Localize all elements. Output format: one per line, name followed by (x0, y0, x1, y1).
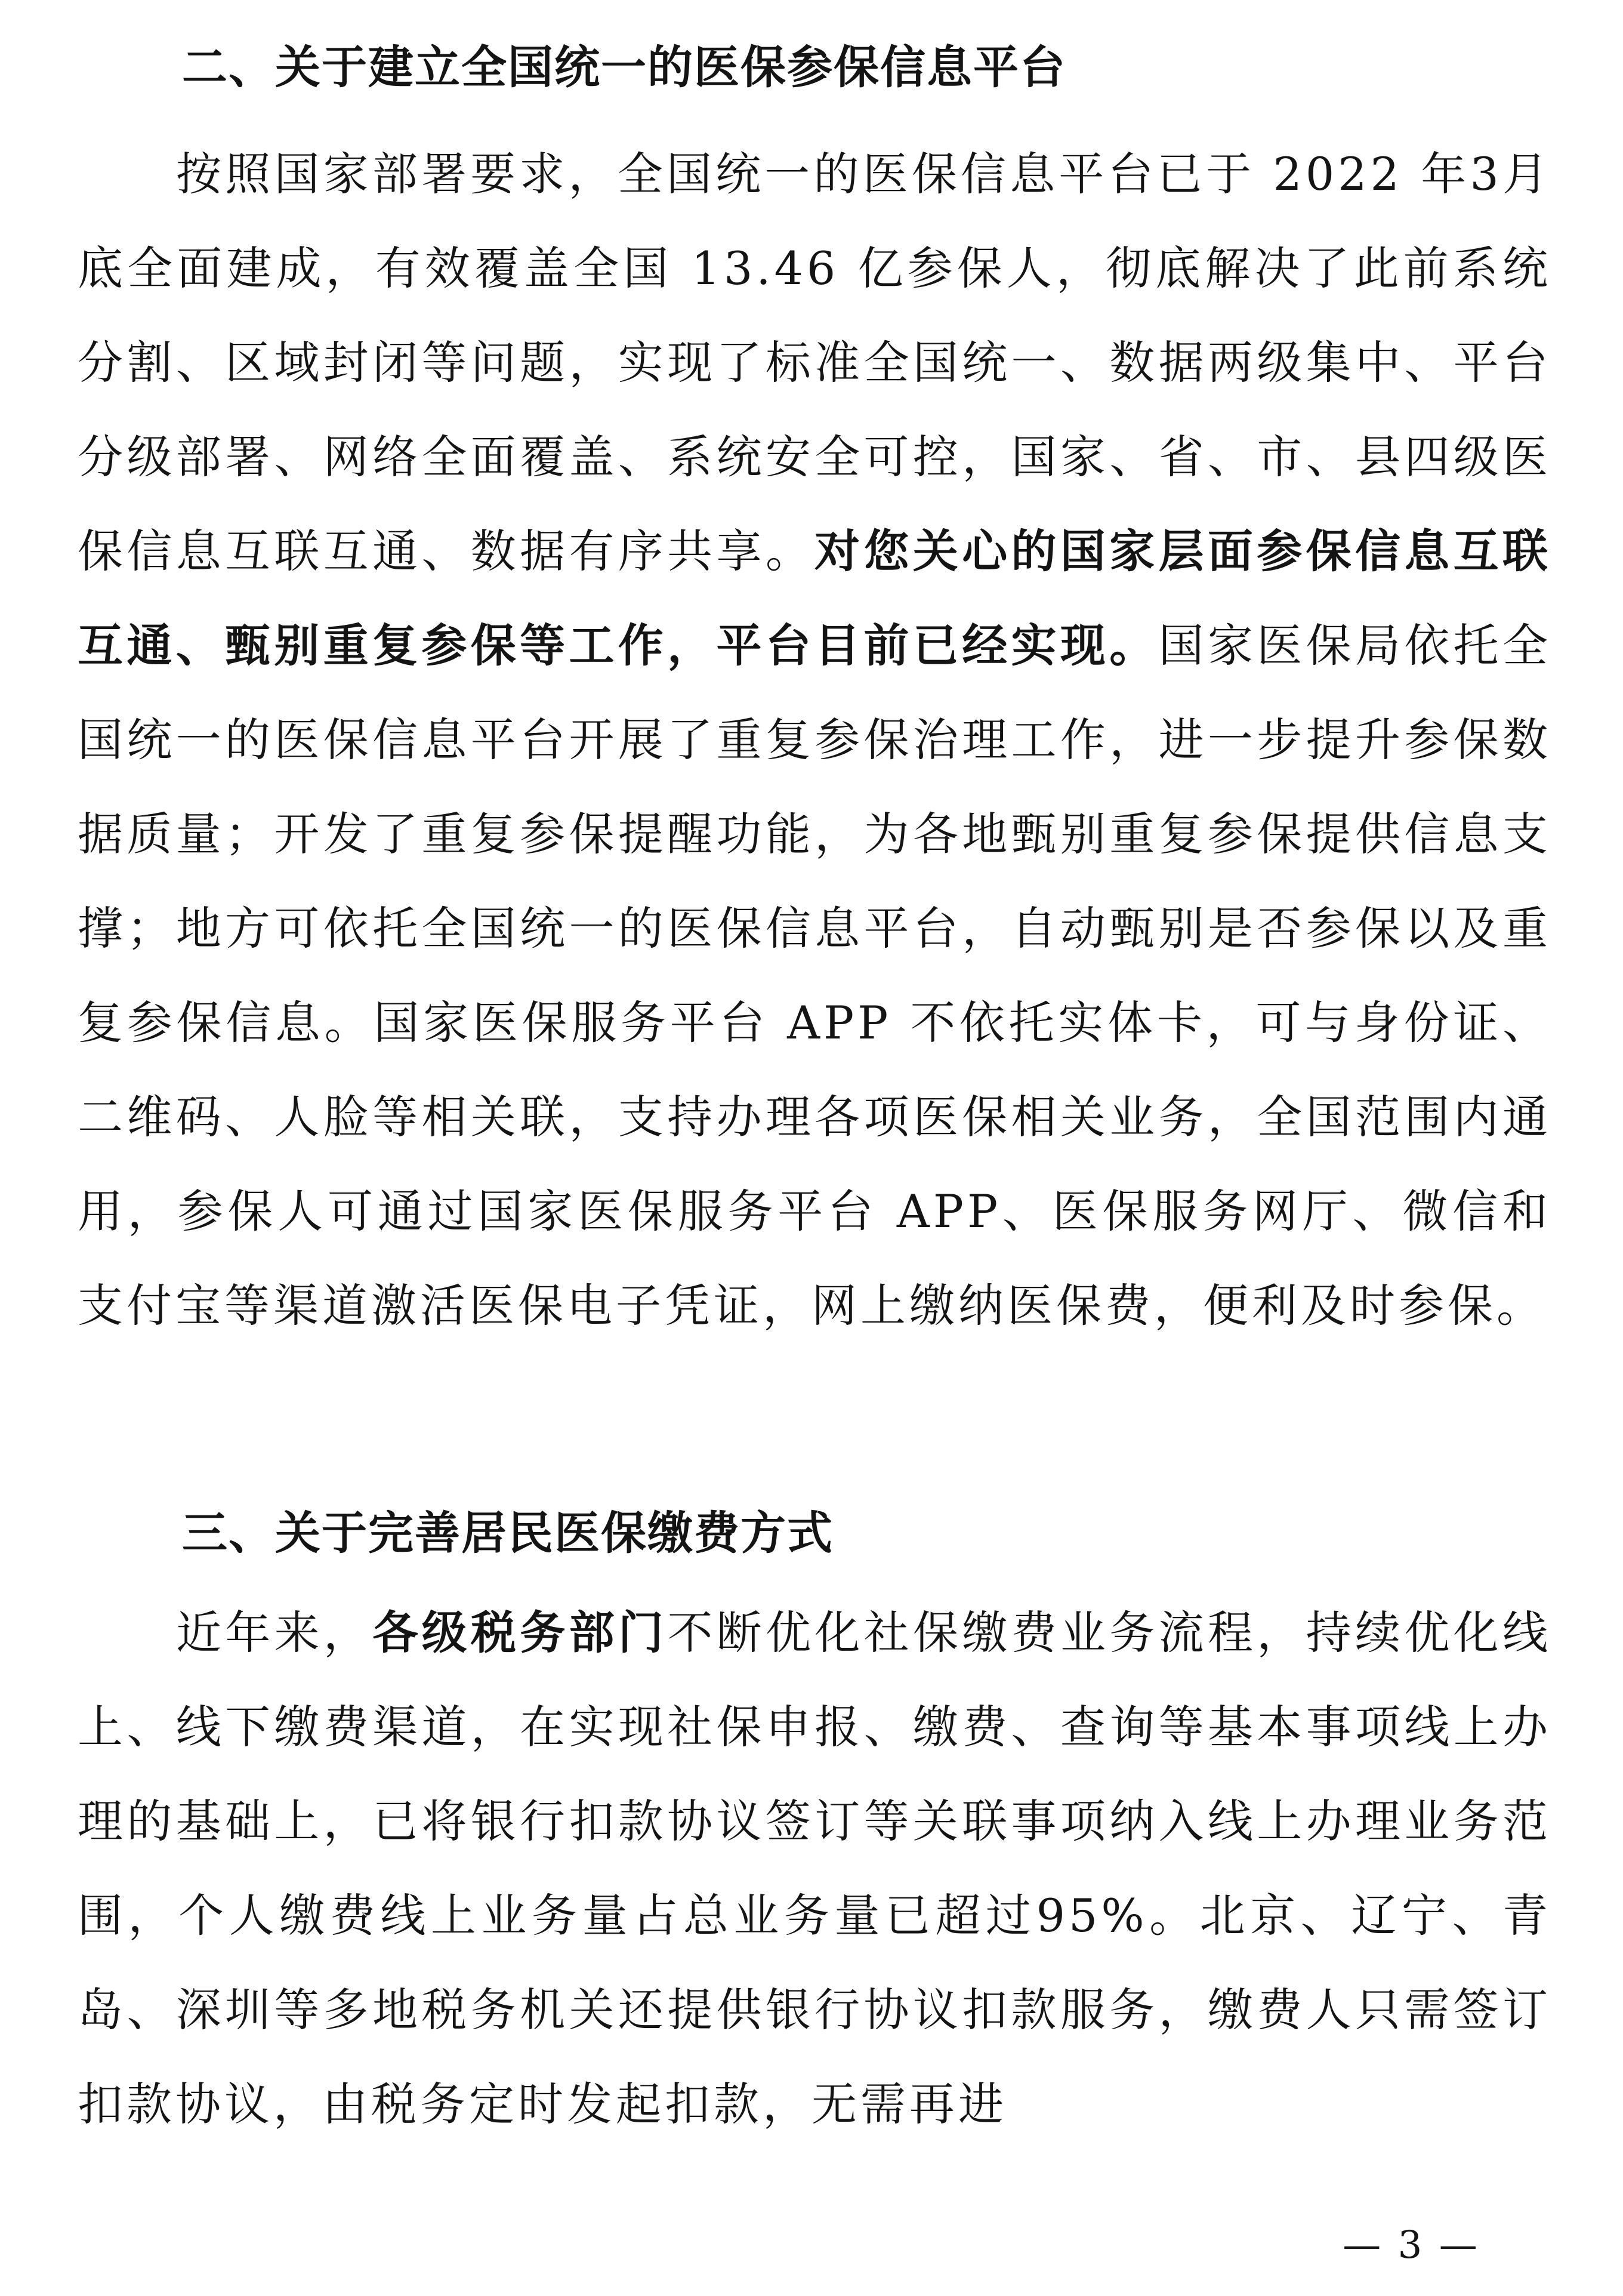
section-heading-2: 二、关于建立全国统一的医保参保信息平台 (182, 41, 1066, 94)
paragraph-platform-bold: 对您关心的国家层面参保信息互联互通、甄别重复参保等工作，平台目前已经实现。 (78, 525, 1551, 672)
paragraph-payment-text-b: 不断优化社保缴费业务流程，持续优化线上、线下缴费渠道，在实现社保申报、缴费、查询等基本事项线上办理的基础上，已将银行扣款协议签订等关联事项纳入线上办理业务范围，个人缴费线上业务量占总业务量已超过95%。北京、辽宁、青岛、深圳等多地税务机关还提供银行协议扣款服务，缴费人只需签订扣款协议，由税务定时发起扣款，无需再进 (78, 1606, 1552, 2131)
paragraph-platform-text-b: 国家医保局依托全国统一的医保信息平台开展了重复参保治理工作，进一步提升参保数据质量；开发了重复参保提醒功能，为各地甄别重复参保提供信息支撑；地方可依托全国统一的医保信息平台，自动甄别是否参保以及重复参保信息。国家医保服务平台 APP 不依托实体卡，可与身份证、二维码、人脸等相关联，支持办理各项医保相关业务，全国范围内通用，参保人可通过国家医保服务平台 APP、医保服务网厅、微信和支付宝等渠道激活医保电子凭证，网上缴纳医保费，便利及时参保。 (78, 619, 1552, 1332)
paragraph-payment (78, 1586, 1551, 2152)
paragraph-platform-text-a: 按照国家部署要求，全国统一的医保信息平台已于 2022 年3月底全面建成，有效覆盖全国 13.46 亿参保人，彻底解决了此前系统分割、区域封闭等问题，实现了标准全国统一、数据两级集中、平台分级部署、网络全面覆盖、系统安全可控，国家、省、市、县四级医保信息互联互通、数据有序共享。 (78, 147, 1551, 578)
section-heading-3: 三、关于完善居民医保缴费方式 (182, 1506, 834, 1560)
page-number: — 3 — (1343, 2223, 1480, 2267)
paragraph-payment-text-a: 近年来， (176, 1606, 373, 1659)
paragraph-platform (78, 127, 1551, 1353)
paragraph-payment-bold: 各级税务部门 (372, 1606, 668, 1659)
